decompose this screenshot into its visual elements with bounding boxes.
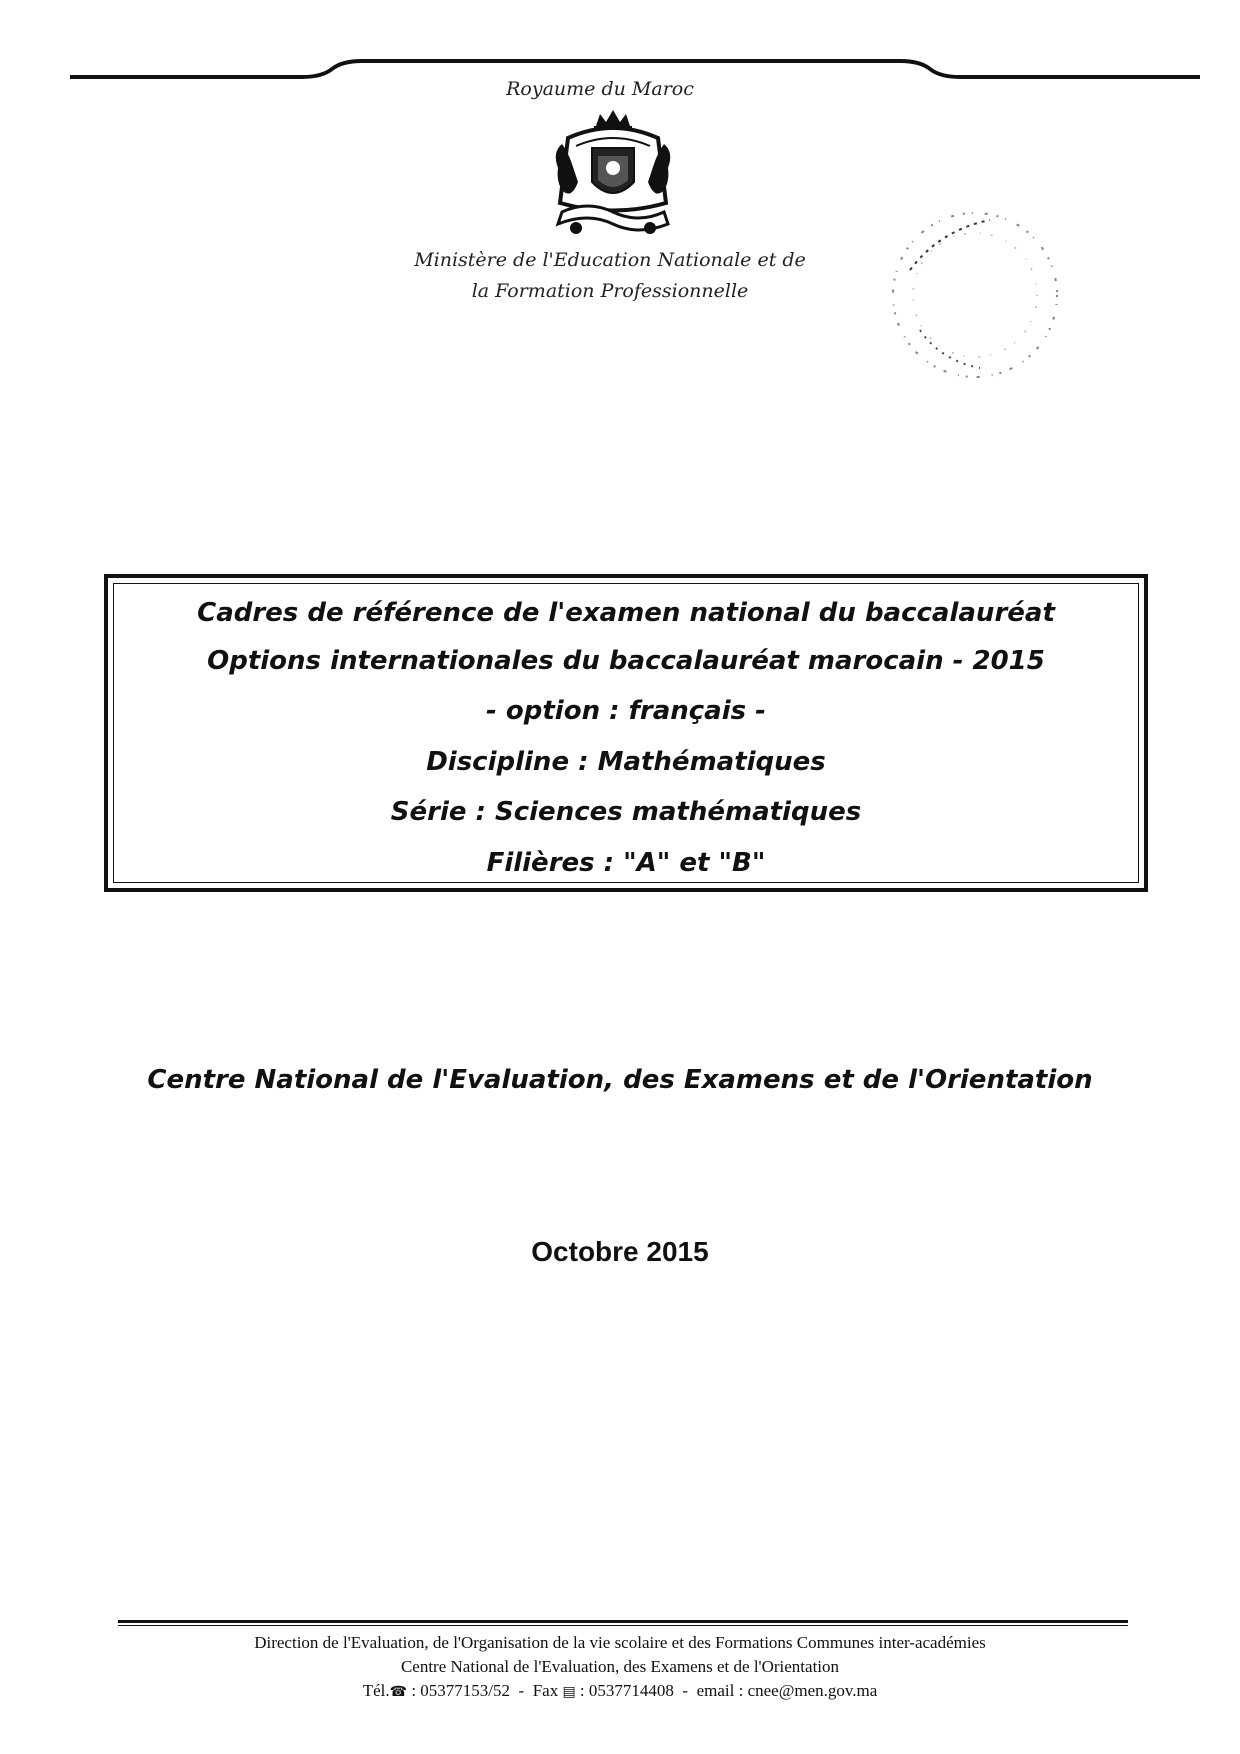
email-label: email : <box>696 1681 744 1700</box>
title-line-discipline: Discipline : Mathématiques <box>426 747 826 777</box>
title-line-filieres: Filières : "A" et "B" <box>486 848 766 878</box>
kingdom-name: Royaume du Maroc <box>506 78 694 100</box>
title-line-serie: Série : Sciences mathématiques <box>390 797 862 827</box>
fax-number: : 0537714408 <box>579 1681 674 1700</box>
ministry-name-line-1: Ministère de l'Education Nationale et de <box>414 249 806 271</box>
email-address: cnee@men.gov.ma <box>747 1681 878 1700</box>
title-line-option: - option : français - <box>486 696 766 726</box>
fax-label: Fax <box>532 1681 559 1700</box>
ministry-name <box>380 245 840 307</box>
tel-label: Tél. <box>362 1681 390 1700</box>
ministry-name-line-2: la Formation Professionnelle <box>471 280 749 302</box>
footer-contact: Tél.☎ : 05377153/52 - Fax ▤ : 0537714408 - email : cnee@men.gov.ma <box>362 1681 878 1700</box>
title-box-inner-border <box>113 583 1139 883</box>
coat-of-arms-icon <box>548 108 678 243</box>
phone-icon: ☎ <box>389 1685 408 1700</box>
title-line-1: Cadres de référence de l'examen national du baccalauréat <box>197 598 1055 628</box>
footer-center: Centre National de l'Evaluation, des Examens et de l'Orientation <box>400 1657 840 1676</box>
footer-rule <box>118 1620 1128 1623</box>
footer-direction: Direction de l'Evaluation, de l'Organisation de la vie scolaire et des Formations Communes inter-académies <box>254 1633 986 1652</box>
tel-number: : 05377153/52 <box>411 1681 511 1700</box>
document-date: Octobre 2015 <box>531 1236 709 1267</box>
center-name: Centre National de l'Evaluation, des Examens et de l'Orientation <box>147 1065 1093 1095</box>
faded-stamp-icon <box>880 200 1070 390</box>
fax-icon: ▤ <box>562 1685 576 1700</box>
title-box <box>104 574 1148 892</box>
footer-rule-thin <box>118 1625 1128 1626</box>
title-line-2: Options internationales du baccalauréat marocain - 2015 <box>207 646 1045 676</box>
